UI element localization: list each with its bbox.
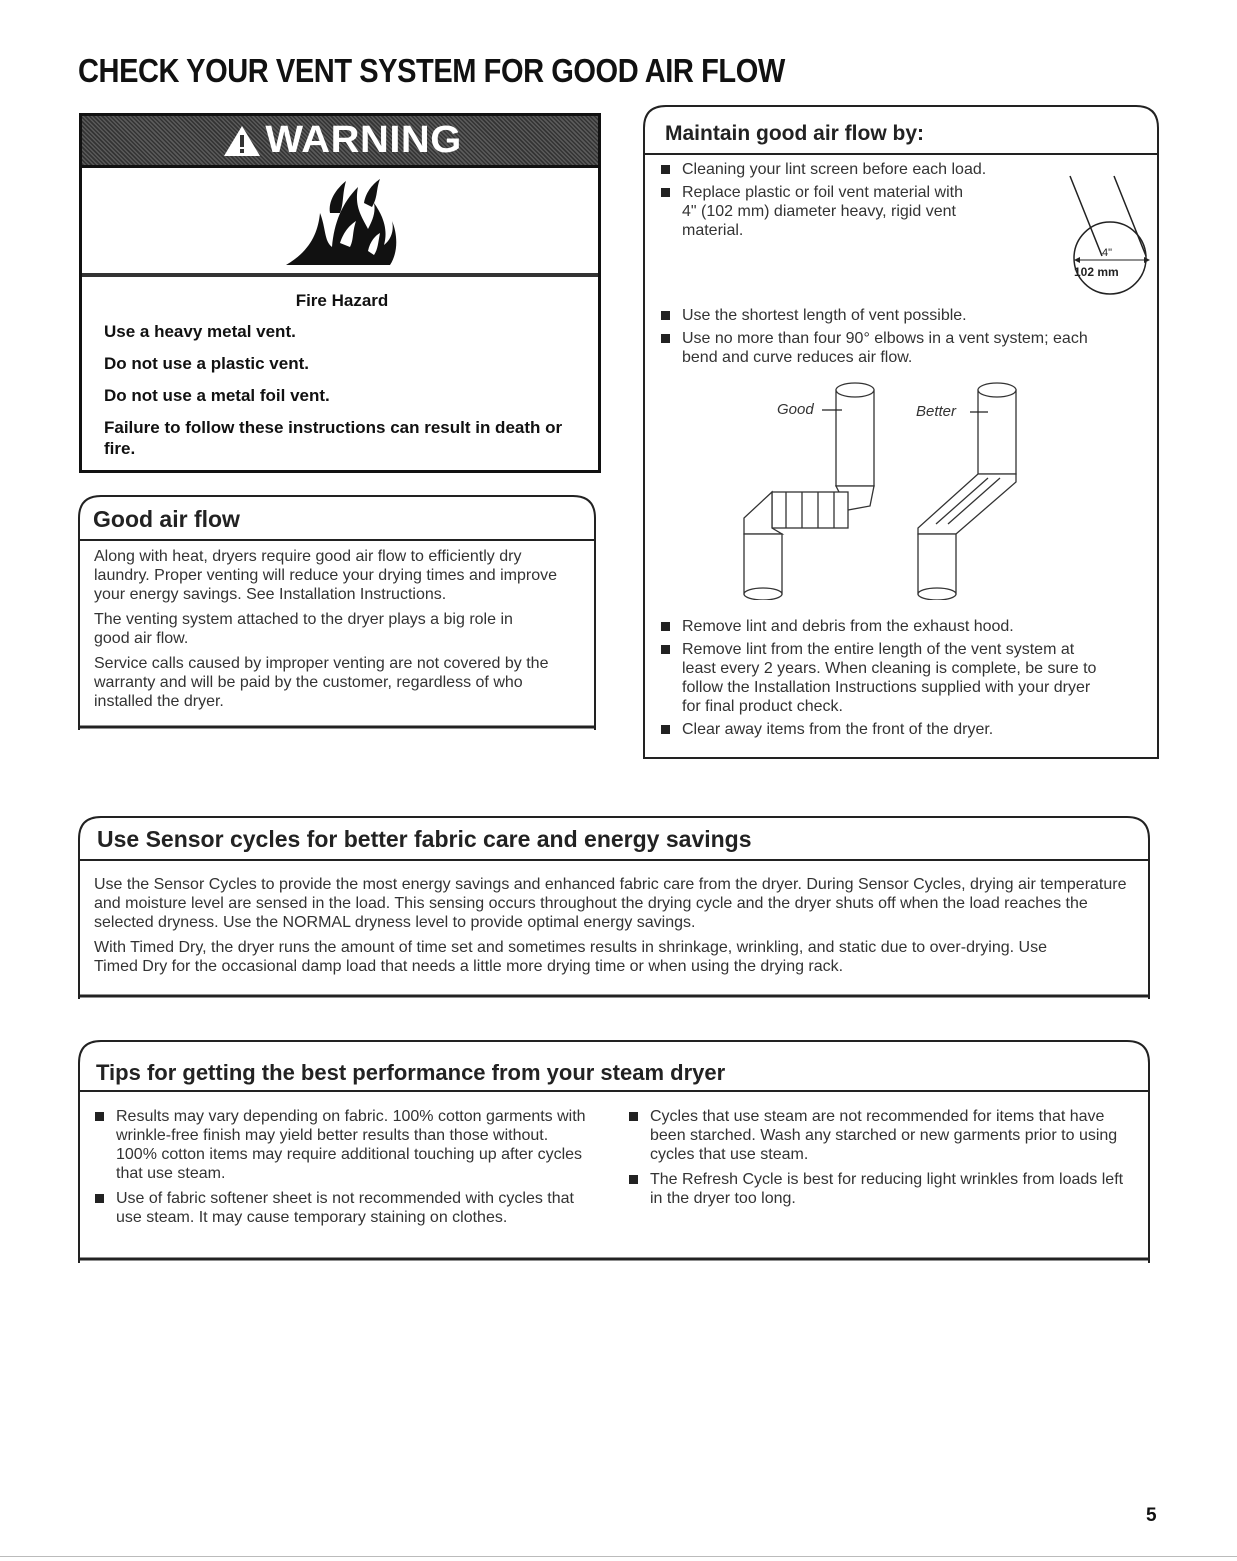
list-item <box>629 1107 1139 1164</box>
paragraph: The venting system attached to the dryer plays a big role in good air flow. <box>94 611 513 647</box>
fire-graphic <box>82 168 598 277</box>
maintain-title: Maintain good air flow by: <box>665 122 924 145</box>
maintain-bullets-top <box>661 160 1001 240</box>
list-item <box>629 1170 1139 1208</box>
list-item-text: Results may vary depending on fabric. 100% cotton garments with wrinkle-free finish may yield better results than those without. 100% cotton items may require additional touching up after cycles that use steam. <box>116 1108 586 1182</box>
paragraph: Use the Sensor Cycles to provide the most energy savings and enhanced fabric care from the dryer. During Sensor Cycles, drying air temperature and moisture level are sensed in the load. This sensing occurs throughout the drying cycle and the dryer shuts off when the load reaches the selected dryness. Use the NORMAL dryness level to provide optimal energy savings. <box>94 876 1127 931</box>
list-item-text: Cleaning your lint screen before each load. <box>682 161 987 178</box>
list-item-text: Replace plastic or foil vent material with 4" (102 mm) diameter heavy, rigid vent material. <box>682 184 964 239</box>
sensor-title: Use Sensor cycles for better fabric care and energy savings <box>97 826 752 852</box>
tips-title: Tips for getting the best performance from your steam dryer <box>96 1060 726 1085</box>
bullet-icon <box>661 165 670 174</box>
paragraph: With Timed Dry, the dryer runs the amount of time set and sometimes results in shrinkage, wrinkling, and static due to over-drying. Use Timed Dry for the occasional damp load that needs a little more drying time or when using the drying rack. <box>94 939 1047 975</box>
bullet-icon <box>629 1175 638 1184</box>
good-air-flow-title: Good air flow <box>93 506 240 532</box>
list-item <box>661 640 1131 716</box>
paragraph: Along with heat, dryers require good air flow to efficiently dry laundry. Proper venting will reduce your drying times and improve your energy savings. See Installation Instructions. <box>94 548 558 603</box>
page-number: 5 <box>1146 1505 1157 1526</box>
list-item <box>95 1107 595 1183</box>
warning-header <box>82 116 598 168</box>
list-item-text: Use the shortest length of vent possible. <box>682 307 967 324</box>
list-item-text: The Refresh Cycle is best for reducing light wrinkles from loads left in the dryer too long. <box>650 1171 1124 1207</box>
fire-hazard-label: Fire Hazard <box>295 291 389 310</box>
list-item-text: Clear away items from the front of the dryer. <box>682 721 994 738</box>
warning-box <box>79 113 601 473</box>
list-item <box>661 720 1131 739</box>
maintain-bullets-mid <box>661 306 1131 367</box>
warning-label: WARNING <box>265 119 463 161</box>
tips-left-column <box>95 1107 595 1227</box>
warning-line: Do not use a plastic vent. <box>104 354 309 373</box>
list-item <box>661 329 1131 367</box>
warning-triangle-icon <box>222 124 262 158</box>
page-title: CHECK YOUR VENT SYSTEM FOR GOOD AIR FLOW <box>78 52 785 89</box>
list-item <box>661 617 1131 636</box>
diameter-label-in: 4" <box>1102 247 1113 259</box>
list-item <box>95 1189 595 1227</box>
tips-right-column <box>629 1107 1139 1208</box>
sensor-body <box>94 875 1139 976</box>
list-item-text: Use of fabric softener sheet is not recommended with cycles that use steam. It may cause temporary staining on clothes. <box>116 1190 574 1226</box>
bullet-icon <box>95 1194 104 1203</box>
bullet-icon <box>661 645 670 654</box>
list-item-text: Cycles that use steam are not recommended for items that have been starched. Wash any starched or new garments prior to using cycles that use steam. <box>650 1108 1118 1163</box>
maintain-bullets-bottom <box>661 617 1131 739</box>
bullet-icon <box>661 725 670 734</box>
paragraph: Service calls caused by improper venting are not covered by the warranty and will be paid by the customer, regardless of who installed the dryer. <box>94 655 549 710</box>
list-item <box>661 183 1001 240</box>
bullet-icon <box>661 311 670 320</box>
bullet-icon <box>629 1112 638 1121</box>
warning-line: Use a heavy metal vent. <box>104 322 296 341</box>
warning-line: Do not use a metal foil vent. <box>104 386 330 405</box>
bullet-icon <box>661 334 670 343</box>
list-item-text: Remove lint and debris from the exhaust hood. <box>682 618 1014 635</box>
good-label: Good <box>777 401 814 418</box>
bullet-icon <box>661 188 670 197</box>
footer-rule <box>0 1556 1237 1557</box>
list-item <box>661 160 1001 179</box>
diameter-label-mm: 102 mm <box>1074 265 1119 279</box>
good-air-flow-body <box>94 547 564 711</box>
list-item-text: Use no more than four 90° elbows in a vent system; each bend and curve reduces air flow. <box>682 330 1088 366</box>
fire-icon <box>280 173 400 269</box>
warning-line: Failure to follow these instructions can result in death or fire. <box>104 418 563 458</box>
bullet-icon <box>661 622 670 631</box>
list-item-text: Remove lint from the entire length of the vent system at least every 2 years. When cleaning is complete, be sure to follow the Installation Instructions supplied with your dryer for final product check. <box>682 641 1097 715</box>
list-item <box>661 306 1131 325</box>
bullet-icon <box>95 1112 104 1121</box>
better-label: Better <box>916 403 957 420</box>
